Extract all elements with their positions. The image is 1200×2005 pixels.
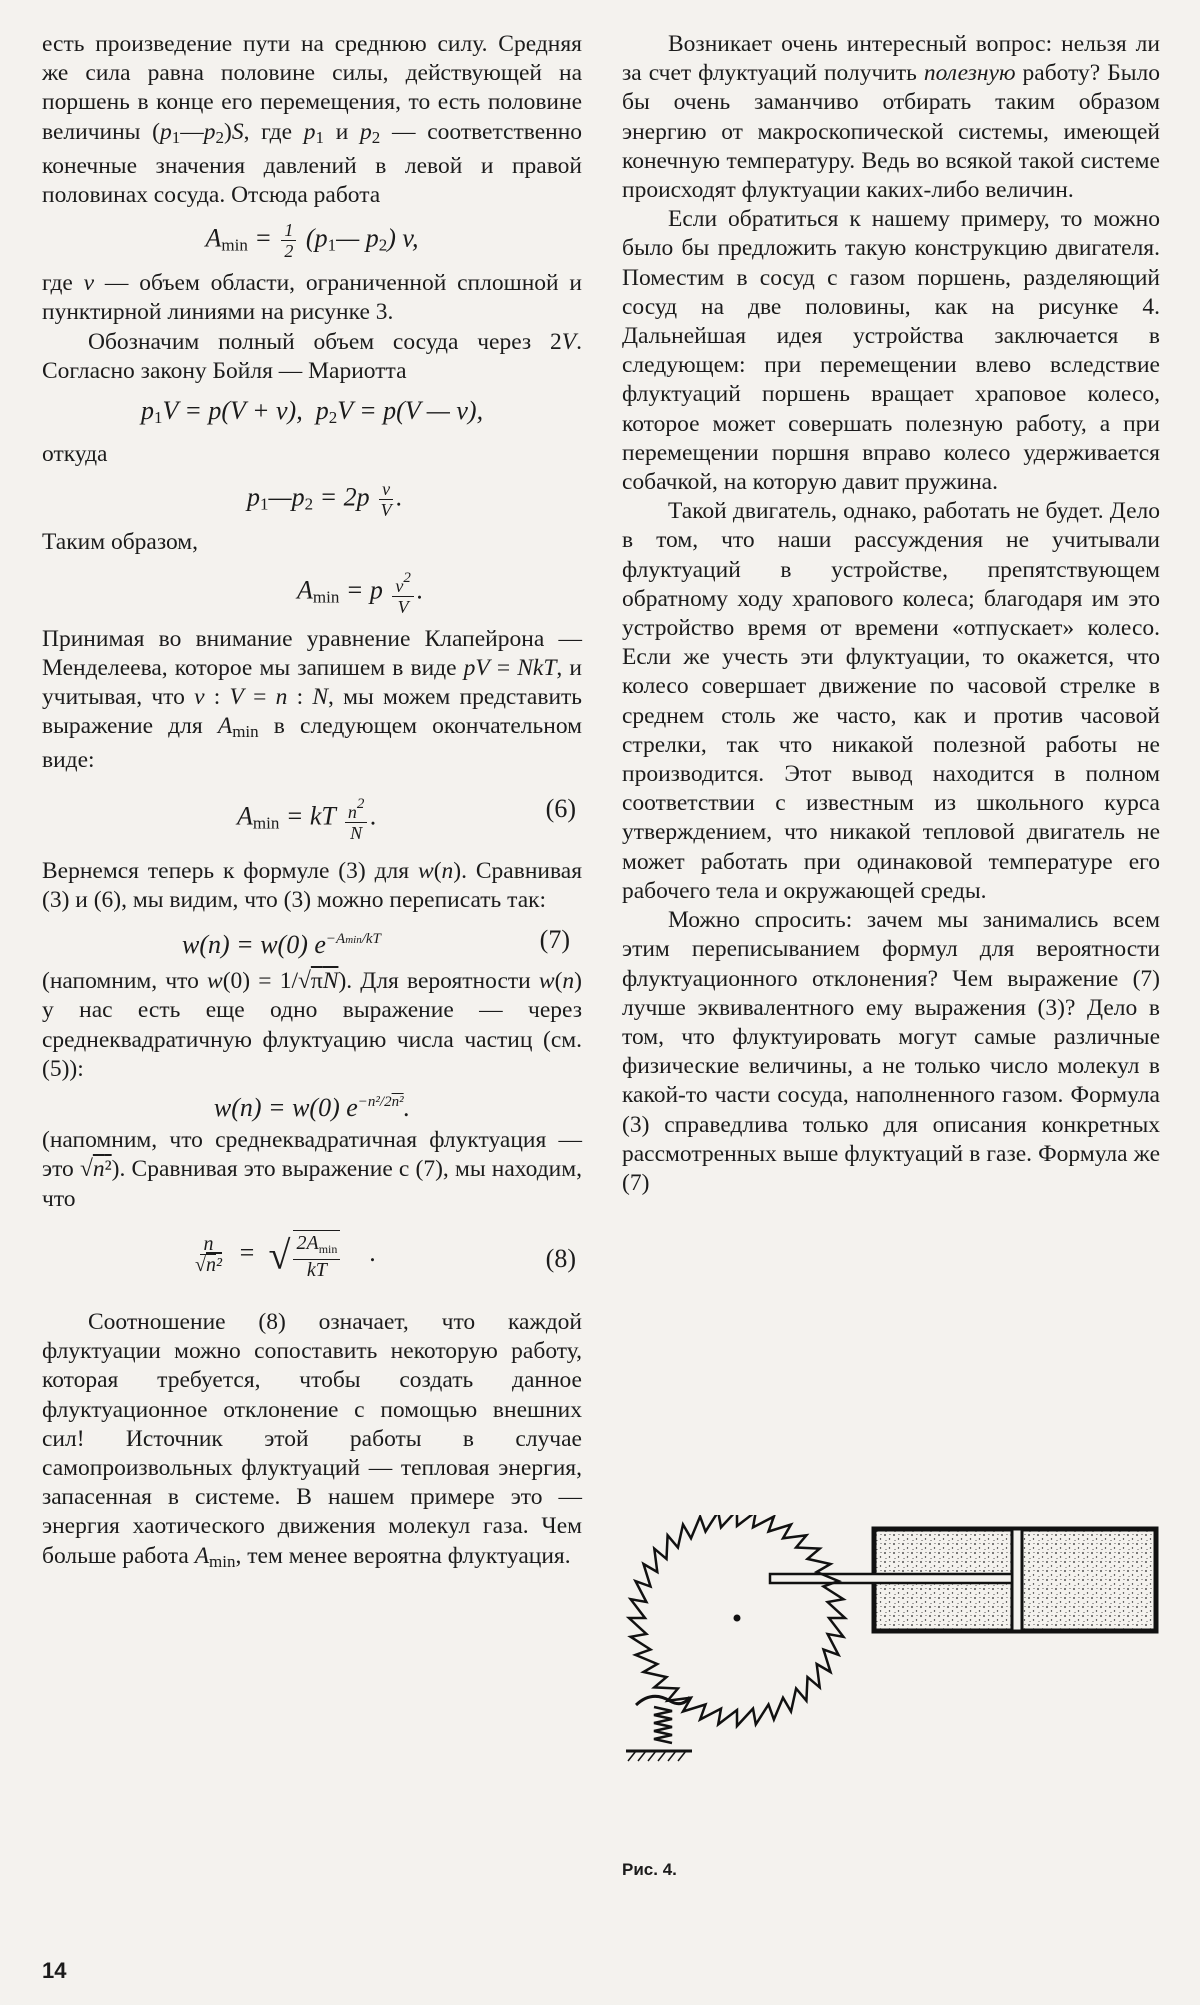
equation: $A_{min} = p$ $\frac{v^2}{V}$ . (297, 569, 424, 617)
equation: $A_{min}$ = kT $\frac{n^2}{N}$ . (6) (237, 793, 576, 843)
equation-number: (8) (545, 1243, 576, 1273)
equation-number: (6) (545, 793, 576, 823)
paragraph: Соотношение (8) означает, что каждой флуктуации можно сопоставить некоторую работу, которая требуется, чтобы создать данное флуктуационное отклонение с помощью внешних сил! Источник этой работы в случае самопроизвольных флуктуаций — тепловая энергия, запасенная в системе. В нашем примере это — энергия хаотического движения молекул газа. Чем больше работа $A_{min}$, тем менее вероятна флуктуация. (42, 1308, 582, 1571)
equation-number: (7) (539, 925, 570, 955)
right-column (622, 30, 1160, 1198)
paragraph: Если обратиться к нашему примеру, то можно было бы предложить такую конструкцию двигателя. Поместим в сосуд с газом поршень, разделяющий сосуд на две половины, как на рисунке 4. Дальнейшая идея устройства заключается в следующем: при перемещении влево вследствие флуктуаций поршень вращает храповое колесо, которое может совершать полезную работу, а при перемещении поршня вправо колесо удерживается собачкой, на которую давит пружина. (622, 206, 1160, 496)
paragraph: Такой двигатель, однако, работать не будет. Дело в том, что наши рассуждения не учитывали флуктуаций в устройстве, препятствующем обратному ходу храпового колеса; благодаря им это устройство время от времени «отпускает» колесо. Если же учесть эти флуктуации, то окажется, что колесо совершает движение по часовой стрелке в среднем столь же часто, как и против часовой стрелки, так что никакой полезной работы не производится. Этот вывод находится в полном соответствии с известным из школьного курса утверждением, что никакой тепловой двигатель не может работать при одинаковой температуре его рабочего тела и окружающей среды. (622, 498, 1160, 904)
paragraph: Вернемся теперь к формуле (3) для w(n). Сравнивая (3) и (6), мы видим, что (3) можно переписать так: (42, 857, 582, 913)
left-column (42, 30, 582, 1576)
paragraph: Возникает очень интересный вопрос: нельзя ли за счет флуктуаций получить полезную работу? Было бы очень заманчиво отбирать таким образом энергию от макроскопической системы, имеющей конечную температуру. Ведь во всякой такой системе происходят флуктуации каких-либо величин. (622, 31, 1160, 204)
equation: $\frac{n}{\text{√n²}}$ = √ $\frac{2A_{min}}{kT}$ . (8) (195, 1231, 576, 1281)
paragraph: есть произведение пути на среднюю силу. Средняя же сила равна половине силы, действующей на поршень в конце его перемещения, то есть половине величины $(p_1—p_2)S$, где $p_1$ и $p_2$ — соответственно конечные значения давлений в левой и правой половинах сосуда. Отсюда работа (42, 31, 583, 209)
paragraph: Принимая во внимание уравнение Клапейрона — Менделеева, которое мы запишем в виде pV = NkT, и учитывая, что v : V = n : N, мы можем представить выражение для $A_{min}$ в следующем окончательном виде: (42, 625, 583, 774)
page-number: 14 (42, 1958, 67, 1983)
paragraph: Можно спросить: зачем мы занимались всем этим переписыванием формул для вероятности флуктуационного отклонения? Чем выражение (7) лучше эквивалентного ему выражения (3)? Дело в том, что флуктуировать могут самые различные физические величины, а не только число молекул в какой-то части сосуда, наполненного газом. Формула (3) справедлива только для описания конкретных рассмотренных выше флуктуаций в газе. Формула же (7) (622, 907, 1160, 1196)
paragraph: где v — объем области, ограниченной сплошной и пунктирной линиями на рисунке 3. (42, 270, 582, 326)
paragraph: Таким образом, (42, 529, 199, 556)
equation: $p_1—p_2 = 2p$ $\frac{v}{V}$ . (247, 479, 403, 521)
equation: $p_1V = p(V + v)$, $p_2V = p(V$ — v), (140, 396, 484, 428)
paragraph: (напомним, что w(0) = 1/√πN). Для вероятности w(n) у нас есть еще одно выражение — через среднеквадратичную флуктуацию числа частиц (см. (5)): (42, 968, 582, 1082)
paragraph: откуда (42, 441, 108, 468)
figure-caption: Рис. 4. (622, 1860, 677, 1879)
ratchet-wheel (629, 1515, 845, 1726)
paragraph: (напомним, что среднеквадратичная флуктуация — это √n²). Сравнивая это выражение с (7), мы находим, что (42, 1127, 582, 1212)
piston-rod (770, 1574, 1012, 1583)
equation: $A_{min}$ = $\frac{1}{2}$ ($p_1—$ $p_2$) v, (205, 220, 419, 262)
equation: w(n) = w(0) $e^{-n^2/2n^2}$. (213, 1093, 411, 1123)
pawl-spring (626, 1696, 692, 1761)
equation: w(n) = w(0) $e^{-Amin/kT}$ (7) (182, 925, 570, 960)
paragraph: Обозначим полный объем сосуда через 2V. Согласно закону Бойля — Мариотта (42, 328, 582, 384)
ratchet-engine-figure (622, 1515, 1182, 1860)
